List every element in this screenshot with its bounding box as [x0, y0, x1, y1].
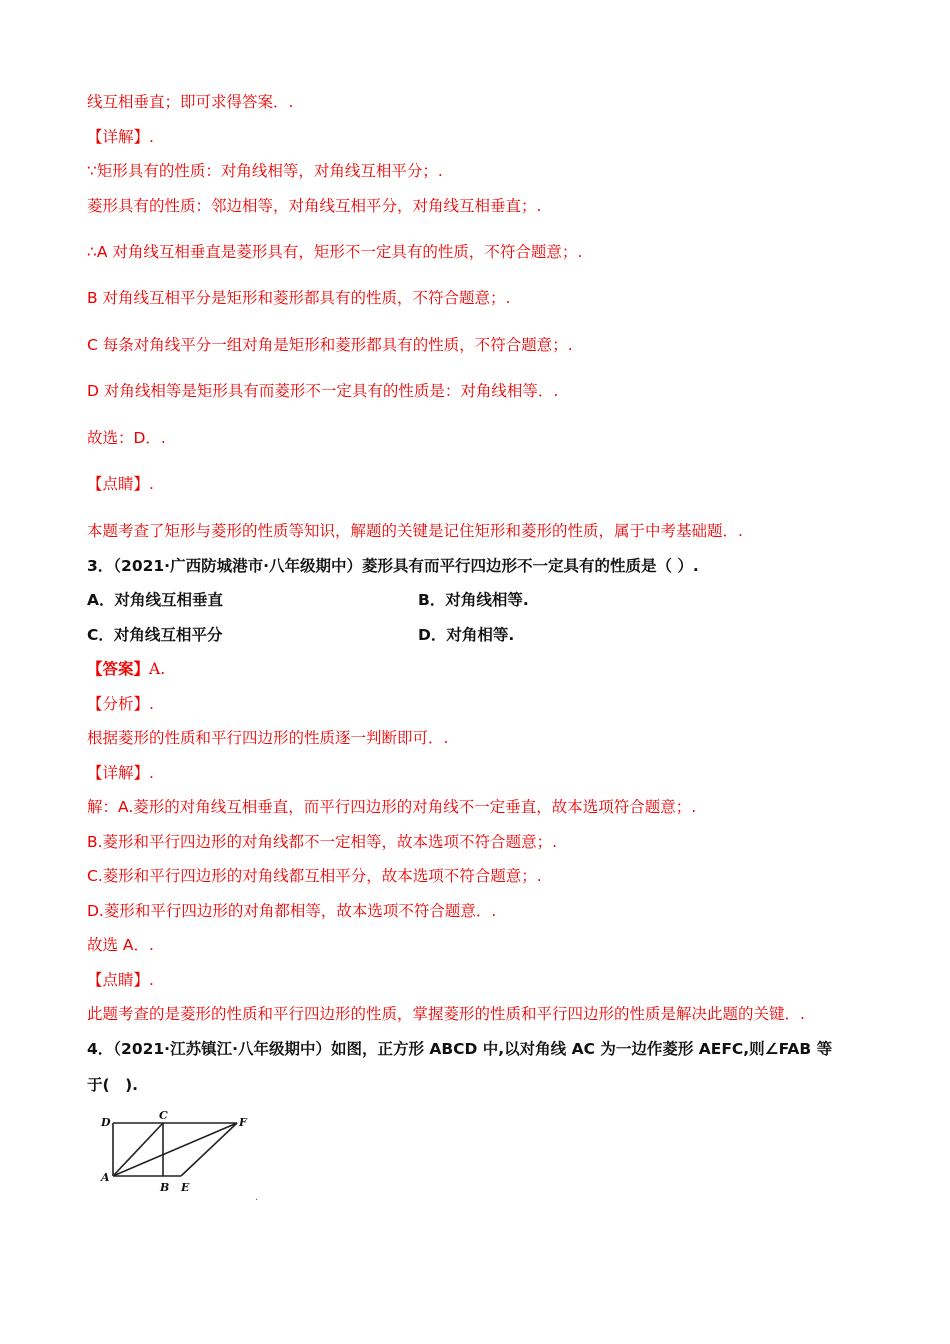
answer-row: [87, 659, 165, 679]
detail-label: 【详解】.: [87, 128, 154, 146]
option-c: C．对角线互相平分: [87, 626, 223, 644]
label-e: E: [181, 1181, 190, 1194]
square-rhombus-diagram: [95, 1108, 270, 1208]
solution-line: C 每条对角线平分一组对角是矩形和菱形都具有的性质，不符合题意；.: [87, 336, 573, 354]
label-f: F: [239, 1116, 247, 1129]
diagonal-af: [113, 1123, 237, 1176]
detail-line: C.菱形和平行四边形的对角线都互相平分，故本选项不符合题意；.: [87, 867, 542, 885]
label-d: D: [101, 1116, 111, 1129]
solution-line: D 对角线相等是矩形具有而菱形不一定具有的性质是：对角线相等．.: [87, 382, 559, 400]
solution-line: 菱形具有的性质：邻边相等，对角线互相平分，对角线互相垂直；.: [87, 197, 542, 215]
choice-line: 故选 A．.: [87, 936, 154, 954]
question-3-stem: 3．（2021·广西防城港市·八年级期中）菱形具有而平行四边形不一定具有的性质是（ ）.: [87, 557, 699, 575]
segment-ef: [181, 1123, 237, 1176]
label-c: C: [159, 1109, 168, 1122]
solution-line: B 对角线互相平分是矩形和菱形都具有的性质，不符合题意；.: [87, 289, 511, 307]
detail-line: 解：A.菱形的对角线互相垂直，而平行四边形的对角线不一定垂直，故本选项符合题意；.: [87, 798, 697, 816]
comment-label: 【点睛】.: [87, 475, 154, 493]
label-b: B: [160, 1181, 170, 1194]
solution-line: ∴A 对角线互相垂直是菱形具有，矩形不一定具有的性质，不符合题意；.: [87, 243, 583, 261]
comment-label: 【点睛】.: [87, 971, 154, 989]
answer-label: 【答案】: [87, 660, 150, 678]
question-4-stem-cont: 于( ).: [87, 1076, 139, 1094]
option-b: B．对角线相等.: [418, 591, 529, 609]
solution-line: ∵矩形具有的性质：对角线相等，对角线互相平分；.: [87, 162, 443, 180]
comment-line: 此题考查的是菱形的性质和平行四边形的性质，掌握菱形的性质和平行四边形的性质是解决此题的关键．.: [87, 1005, 805, 1023]
question-4-stem: 4．（2021·江苏镇江·八年级期中）如图，正方形 ABCD 中,以对角线 AC 为一边作菱形 AEFC,则∠FAB 等: [87, 1040, 833, 1058]
option-d: D．对角相等.: [418, 626, 515, 644]
option-a: A．对角线互相垂直: [87, 591, 223, 609]
solution-line: 线互相垂直；即可求得答案．.: [87, 93, 294, 111]
label-a: A: [101, 1171, 110, 1184]
detail-label: 【详解】.: [87, 764, 154, 782]
answer-value: A.: [149, 660, 166, 678]
detail-line: D.菱形和平行四边形的对角都相等，故本选项不符合题意．.: [87, 902, 497, 920]
analysis-line: 根据菱形的性质和平行四边形的性质逐一判断即可．.: [87, 729, 449, 747]
choice-line: 故选：D．.: [87, 429, 166, 447]
diagonal-ac: [113, 1123, 163, 1176]
trailing-mark: .: [255, 1192, 259, 1203]
detail-line: B.菱形和平行四边形的对角线都不一定相等，故本选项不符合题意；.: [87, 833, 557, 851]
analysis-label: 【分析】.: [87, 695, 154, 713]
comment-line: 本题考查了矩形与菱形的性质等知识，解题的关键是记住矩形和菱形的性质，属于中考基础题．.: [87, 522, 743, 540]
geometry-figure: [95, 1108, 270, 1208]
